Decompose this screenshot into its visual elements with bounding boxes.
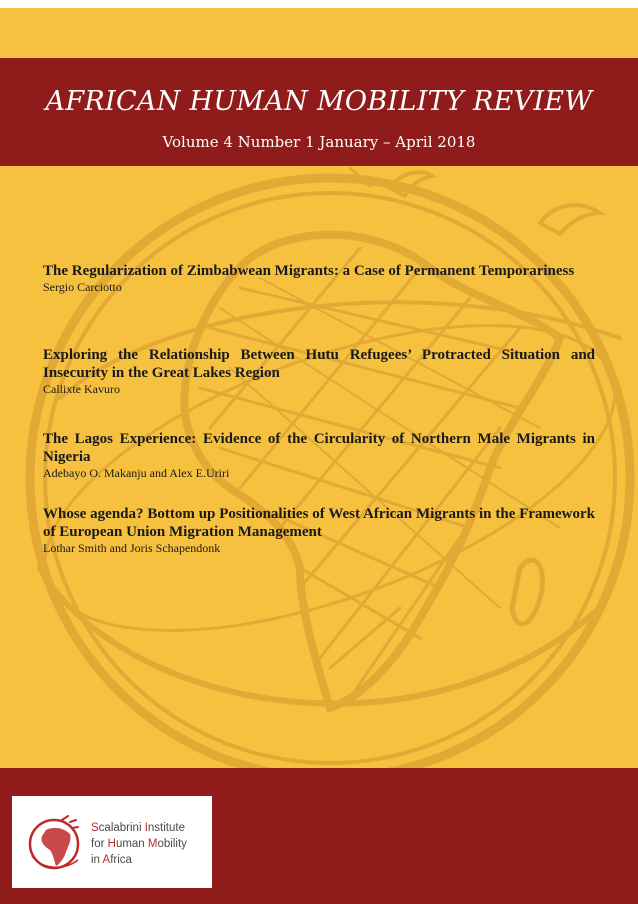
- publisher-text: in: [91, 854, 103, 866]
- initial-letter: I: [144, 822, 148, 834]
- journal-issue: Volume 4 Number 1 January – April 2018: [162, 133, 476, 151]
- article-entry: [43, 505, 595, 555]
- initial-letter: A: [102, 854, 111, 866]
- article-title: Whose agenda? Bottom up Positionalities of West African Migrants in the Framework of European Union Migration Management: [43, 506, 595, 540]
- publisher-name: [91, 820, 187, 868]
- globe-logo-icon: [26, 812, 86, 872]
- publisher-text: uman: [115, 838, 148, 850]
- article-entry: [43, 262, 595, 294]
- publisher-text: frica: [110, 854, 132, 866]
- top-margin: [0, 0, 638, 8]
- article-title: Exploring the Relationship Between Hutu Refugees’ Protracted Situation and Insecurity in the Great Lakes Region: [43, 347, 595, 381]
- article-authors: Sergio Carciotto: [43, 280, 122, 294]
- header-band: [0, 58, 638, 166]
- publisher-text: for: [91, 838, 108, 850]
- publisher-text: obility: [157, 838, 187, 850]
- article-entry: [43, 346, 595, 396]
- publisher-logo: [12, 796, 212, 888]
- initial-letter: M: [147, 838, 158, 850]
- article-authors: Adebayo O. Makanju and Alex E.Uriri: [43, 466, 230, 480]
- article-authors: Callixte Kavuro: [43, 382, 120, 396]
- article-title: The Regularization of Zimbabwean Migrants: a Case of Permanent Temporariness: [43, 263, 575, 279]
- article-entry: [43, 430, 595, 480]
- footer-band: [0, 768, 638, 904]
- journal-title: AFRICAN HUMAN MOBILITY REVIEW: [45, 86, 593, 117]
- publisher-text: calabrini: [98, 822, 145, 834]
- article-title: The Lagos Experience: Evidence of the Circularity of Northern Male Migrants in Nigeria: [43, 431, 595, 465]
- article-authors: Lothar Smith and Joris Schapendonk: [43, 541, 221, 555]
- publisher-text: nstitute: [147, 822, 185, 834]
- initial-letter: S: [91, 822, 99, 834]
- initial-letter: H: [107, 838, 116, 850]
